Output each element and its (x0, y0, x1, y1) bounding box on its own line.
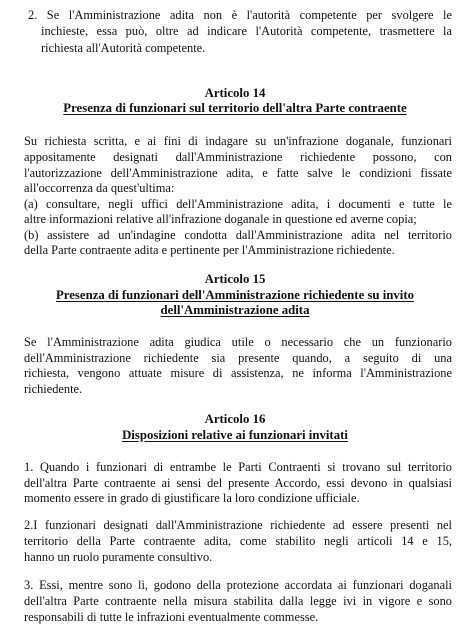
text-line: inchieste, essa può, oltre ad indicare l'Autorità competente, trasmettere la (41, 24, 452, 38)
text-line: 1. Quando i funzionari di entrambe le Parti Contraenti si trovano sul territorio (24, 460, 452, 474)
article-title (0, 303, 470, 318)
text-line: Su richiesta scritta, e ai fini di indagare su un'infrazione doganale, funzionari (24, 134, 452, 148)
text-line: l'autorizzazione dell'Amministrazione adita, e fatte salve le condizioni fissate (24, 166, 452, 180)
text-line: dell'Amministrazione richiedente sia presente quando, a seguito di una (24, 351, 452, 365)
text-line: della Parte contraente adita e pertinente per l'Amministrazione richiedente. (24, 243, 395, 257)
text-line: 2.I funzionari designati dall'Amministrazione richiedente ad essere presenti nel (24, 518, 452, 532)
article-title-text: Disposizioni relative ai funzionari invitati (122, 428, 348, 442)
article-number: Articolo 16 (204, 412, 266, 426)
article-title (0, 288, 470, 303)
article-number: Articolo 15 (204, 272, 266, 286)
text-line: (b) assistere ad un'indagine condotta dall'Amministrazione adita nel territorio (24, 228, 452, 242)
text-line: richiesta all'Autorità competente. (41, 41, 206, 55)
text-line: all'occorrenza da quest'ultima: (24, 181, 175, 195)
article-title (0, 101, 470, 116)
text-line: richiesta, vengono attuate misure di assistenza, ne informa l'Amministrazione (24, 366, 452, 380)
text-line: richiedente. (24, 382, 83, 396)
article-title (0, 428, 470, 443)
article-title-text: dell'Amministrazione adita (160, 303, 310, 317)
text-line: momento essere in grado di giustificare la loro condizione ufficiale. (24, 491, 360, 505)
text-line: responsabili di tutte le infrazioni eventualmente commesse. (24, 610, 319, 624)
text-line: dell'altra Parte contraente ai sensi del presente Accordo, essi devono in qualsiasi (24, 476, 452, 490)
text-line: territorio della Parte contraente adita, come stabilito negli articoli 14 e 15, (24, 534, 452, 548)
text-line: appositamente designati dall'Amministrazione richiedente possono, con (24, 150, 452, 164)
text-line: altre informazioni relative all'infrazione doganale in questione ed averne copia; (24, 212, 417, 226)
text-line: 2. Se l'Amministrazione adita non è l'autorità competente per svolgere le (28, 8, 452, 22)
article-number: Articolo 14 (204, 86, 266, 100)
text-line: 3. Essi, mentre sono lì, godono della protezione accordata ai funzionari doganali (24, 578, 452, 592)
article-title-text: Presenza di funzionari sul territorio dell'altra Parte contraente (63, 101, 407, 115)
text-line: hanno un ruolo puramente consultivo. (24, 550, 213, 564)
text-line: (a) consultare, negli uffici dell'Amministrazione adita, i documenti e tutte le (24, 197, 452, 211)
text-line: dell'altra Parte contraente nella misura stabilita dalla legge ivi in vigore e sono (24, 594, 452, 608)
article-title-text: Presenza di funzionari dell'Amministrazione richiedente su invito (55, 288, 415, 302)
text-line: Se l'Amministrazione adita giudica utile o necessario che un funzionario (24, 335, 452, 349)
